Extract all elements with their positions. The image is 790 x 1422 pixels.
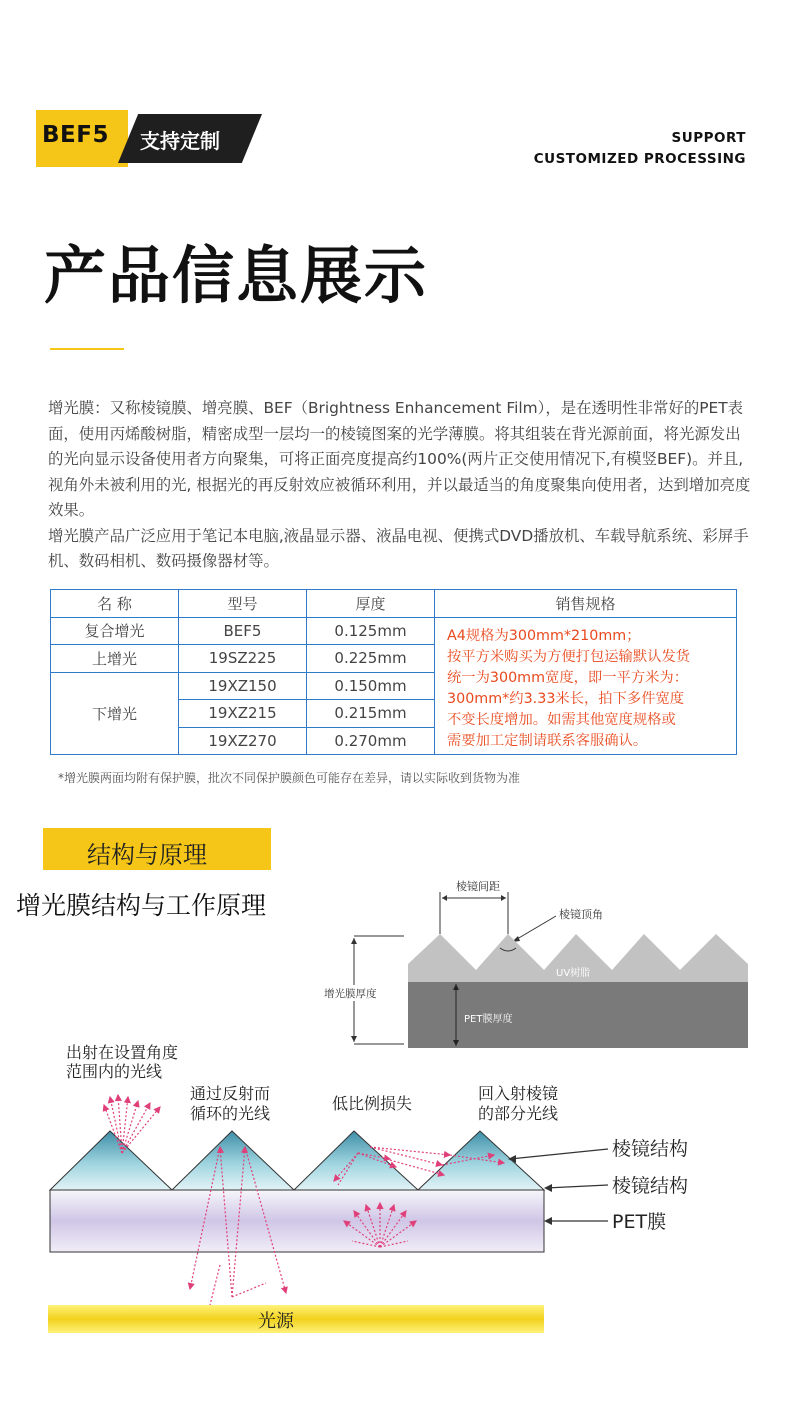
intro-text xyxy=(48,396,752,575)
sales-spec-line: 300mm*约3.33米长，拍下多件宽度 xyxy=(447,690,685,707)
pitch-arrowhead-left xyxy=(442,895,447,901)
label-prism-pitch: 棱镜间距 xyxy=(456,880,500,893)
section-badge-label: 结构与原理 xyxy=(87,841,207,869)
working-principle-diagram xyxy=(40,1035,760,1345)
badge-text: 支持定制 xyxy=(140,129,220,153)
exit-ray xyxy=(122,1107,160,1153)
intro-paragraph-1: 增光膜：又称棱镜膜、增亮膜、BEF（Brightness Enhancement Film），是在透明性非常好的PET表面，使用丙烯酸树脂，精密成型一层均一的棱镜图案的光学薄膜。将其组装在背光源前面，将光源发出的光向显示设备使用者方向聚集，可将正面亮度提高约100%(两片正交使用情况下,有模竖BEF)。并且, 视角外未被利用的光, 根据光的再反射效应被循环利用，并以最适当的角度聚集向使用者，达到增加亮度效果。 xyxy=(48,399,751,519)
label-prism-apex: 棱镜顶角 xyxy=(559,908,603,921)
pitch-arrowhead-right xyxy=(501,895,506,901)
side-label-prism-2: 棱镜结构 xyxy=(612,1175,689,1197)
cell-name: 复合增光 xyxy=(51,617,179,645)
section-badge xyxy=(43,828,271,870)
header-badge xyxy=(36,110,262,167)
label-uv-resin: UV树脂 xyxy=(556,968,591,979)
side-label-pet: PET膜 xyxy=(612,1211,667,1233)
cell-sales-spec xyxy=(435,617,737,755)
cell-model: BEF5 xyxy=(179,617,307,645)
recycle-ray xyxy=(210,1265,220,1305)
label-recycle-line-2: 循环的光线 xyxy=(190,1104,271,1123)
exit-ray xyxy=(122,1103,150,1153)
exit-ray xyxy=(122,1101,138,1153)
side-arrow-prism-2 xyxy=(546,1185,608,1188)
title-underline xyxy=(50,348,124,350)
label-light-source: 光源 xyxy=(258,1311,294,1332)
return-ray xyxy=(370,1147,450,1155)
table-row xyxy=(51,617,737,645)
recycle-ray xyxy=(232,1283,266,1297)
label-return-line-2: 的部分光线 xyxy=(478,1104,559,1123)
spec-table xyxy=(50,589,737,755)
diagram-title: 增光膜结构与工作原理 xyxy=(16,891,267,920)
side-arrow-prism-1 xyxy=(510,1149,608,1159)
cell-thickness: 0.150mm xyxy=(307,672,435,700)
label-pet-thickness: PET膜厚度 xyxy=(464,1014,513,1025)
side-label-prism-1: 棱镜结构 xyxy=(612,1138,689,1160)
cell-model: 19SZ225 xyxy=(179,645,307,673)
badge-code: BEF5 xyxy=(42,122,109,148)
label-exit-line-2: 范围内的光线 xyxy=(66,1062,163,1081)
label-recycle-line-1: 通过反射而 xyxy=(190,1084,271,1103)
cell-model: 19XZ270 xyxy=(179,727,307,755)
header-thickness: 厚度 xyxy=(307,590,435,618)
sales-spec-line: 需要加工定制请联系客服确认。 xyxy=(447,732,648,749)
header-model: 型号 xyxy=(179,590,307,618)
side-arrowhead-pet xyxy=(544,1217,552,1225)
cell-name: 上增光 xyxy=(51,645,179,673)
header-sales-spec: 销售规格 xyxy=(435,590,737,618)
support-line-2: CUSTOMIZED PROCESSING xyxy=(533,151,746,167)
light-source-bar xyxy=(48,1305,544,1333)
sales-spec-line: 按平方米购买为方便打包运输默认发货 xyxy=(447,648,691,665)
table-header-row xyxy=(51,590,737,618)
label-return-line-1: 回入射棱镜 xyxy=(478,1084,559,1103)
sales-spec-line: 不变长度增加。如需其他宽度规格或 xyxy=(447,711,676,728)
cell-thickness: 0.215mm xyxy=(307,700,435,728)
label-exit-line-1: 出射在设置角度 xyxy=(66,1043,179,1062)
cell-thickness: 0.270mm xyxy=(307,727,435,755)
sales-spec-line: 统一为300mm宽度，即一平方米为： xyxy=(447,669,689,686)
label-low-loss: 低比例损失 xyxy=(332,1094,413,1113)
page-title: 产品信息展示 xyxy=(44,239,429,312)
cell-model: 19XZ150 xyxy=(179,672,307,700)
prism-4 xyxy=(418,1131,544,1190)
label-film-thickness: 增光膜厚度 xyxy=(324,988,377,1000)
sales-spec-line: A4规格为300mm*210mm； xyxy=(447,627,641,644)
prism-1 xyxy=(50,1131,172,1190)
header-name: 名 称 xyxy=(51,590,179,618)
footnote: *增光膜两面均附有保护膜，批次不同保护膜颜色可能存在差异，请以实际收到货物为准 xyxy=(58,771,521,785)
side-arrowhead-prism-2 xyxy=(544,1184,552,1192)
intro-paragraph-2: 增光膜产品广泛应用于笔记本电脑,液晶显示器、液晶电视、便携式DVD播放机、车载导航系统、彩屏手机、数码相机、数码摄像器材等。 xyxy=(48,526,749,570)
cell-name: 下增光 xyxy=(51,672,179,755)
cell-thickness: 0.225mm xyxy=(307,645,435,673)
cell-model: 19XZ215 xyxy=(179,700,307,728)
support-tagline xyxy=(534,128,746,170)
prism-cross-section-diagram xyxy=(316,872,756,1052)
pet-film-layer xyxy=(50,1190,544,1252)
cell-thickness: 0.125mm xyxy=(307,617,435,645)
prism-2 xyxy=(172,1131,294,1190)
prism-3 xyxy=(294,1131,418,1190)
support-line-1: SUPPORT xyxy=(671,130,746,146)
film-arrowhead-top xyxy=(351,938,357,944)
